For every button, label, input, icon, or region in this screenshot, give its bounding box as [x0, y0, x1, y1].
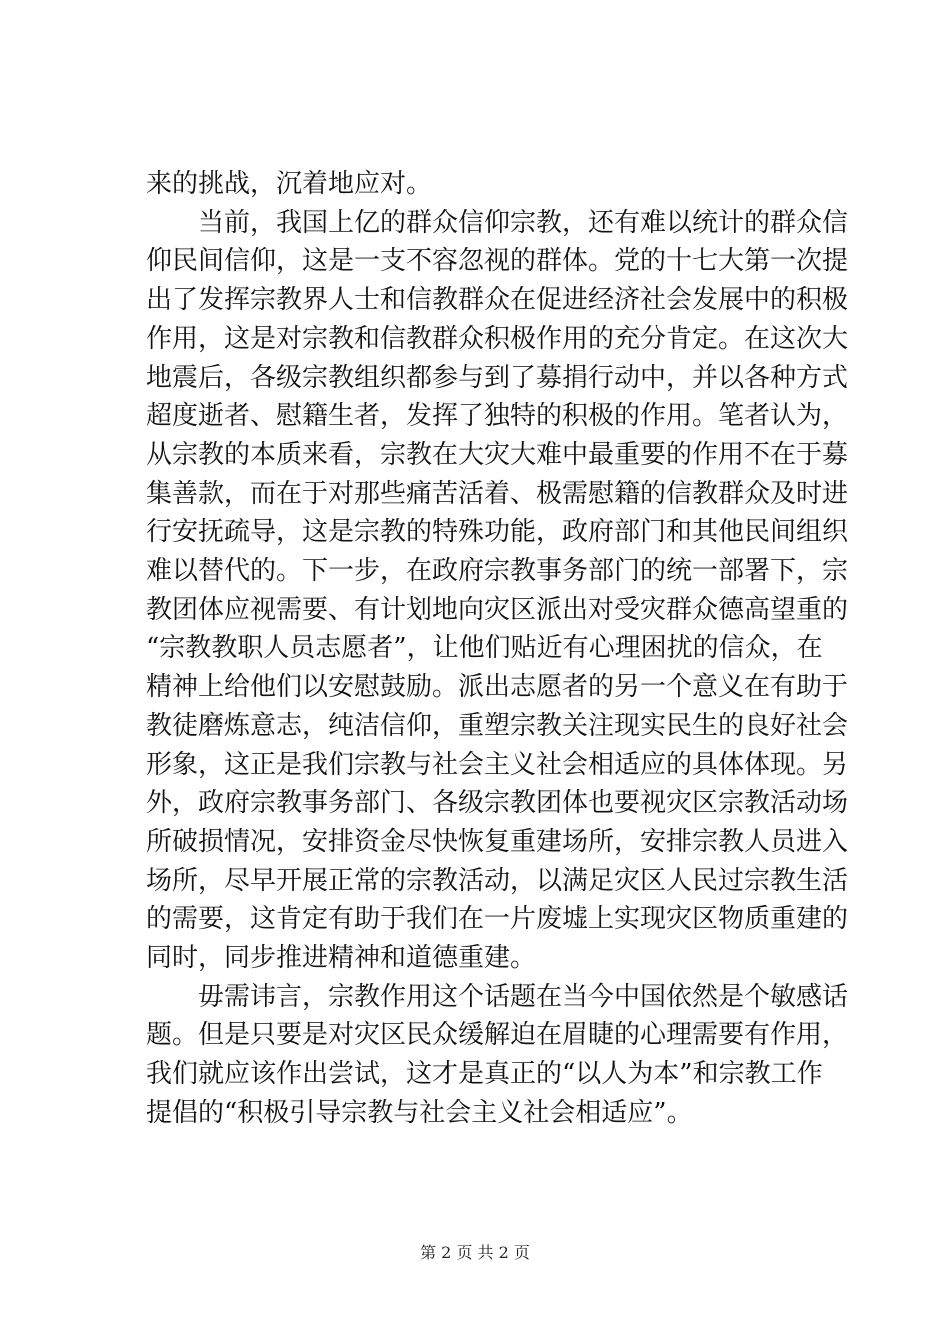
paragraph-line: 题。但是只要是对灾区民众缓解迫在眉睫的心理需要有作用，	[146, 1020, 849, 1051]
paragraph-line: 教团体应视需要、有计划地向灾区派出对受灾群众德高望重的	[146, 594, 849, 625]
paragraph-line: 场所，尽早开展正常的宗教活动，以满足灾区人民过宗教生活	[146, 865, 849, 896]
paragraph-line: 毋需讳言，宗教作用这个话题在当今中国依然是个敏感话	[198, 981, 849, 1012]
paragraph-line: 教徒磨炼意志，纯洁信仰，重塑宗教关注现实民生的良好社会	[146, 710, 849, 741]
paragraph-line: 集善款，而在于对那些痛苦活着、极需慰籍的信教群众及时进	[146, 478, 849, 509]
paragraph-line: 来的挑战，沉着地应对。	[146, 169, 433, 199]
document-body	[146, 165, 849, 1133]
paragraph-line: 同时，同步推进精神和道德重建。	[146, 943, 537, 974]
paragraph-line: “宗教教职人员志愿者”，让他们贴近有心理困扰的信众，在	[146, 633, 823, 664]
paragraph	[146, 165, 811, 204]
paragraph-line: 行安抚疏导，这是宗教的特殊功能，政府部门和其他民间组织	[146, 517, 849, 548]
paragraph-line: 提倡的“积极引导宗教与社会主义社会相适应”。	[146, 1097, 693, 1128]
paragraph-line: 当前，我国上亿的群众信仰宗教，还有难以统计的群众信	[198, 207, 849, 238]
paragraph-line: 外，政府宗教事务部门、各级宗教团体也要视灾区宗教活动场	[146, 788, 849, 819]
paragraph-line: 从宗教的本质来看，宗教在大灾大难中最重要的作用不在于募	[146, 439, 849, 470]
paragraph-line: 仰民间信仰，这是一支不容忽视的群体。党的十七大第一次提	[146, 246, 849, 277]
paragraph-line: 我们就应该作出尝试，这才是真正的“以人为本”和宗教工作	[146, 1059, 823, 1090]
paragraph-line: 超度逝者、慰籍生者，发挥了独特的积极的作用。笔者认为，	[146, 401, 849, 432]
paragraph-line: 难以替代的。下一步，在政府宗教事务部门的统一部署下，宗	[146, 556, 849, 587]
page-footer	[0, 1243, 950, 1263]
paragraph-line: 所破损情况，安排资金尽快恢复重建场所，安排宗教人员进入	[146, 826, 849, 857]
paragraph-line: 精神上给他们以安慰鼓励。派出志愿者的另一个意义在有助于	[146, 672, 849, 703]
paragraph-line: 出了发挥宗教界人士和信教群众在促进经济社会发展中的积极	[146, 285, 849, 316]
paragraph	[146, 204, 849, 978]
page-number-label: 第 2 页 共 2 页	[420, 1243, 530, 1262]
paragraph-line: 的需要，这肯定有助于我们在一片废墟上实现灾区物质重建的	[146, 904, 849, 935]
paragraph	[146, 978, 849, 1133]
paragraph-line: 地震后，各级宗教组织都参与到了募捐行动中，并以各种方式	[146, 362, 849, 393]
paragraph-line: 作用，这是对宗教和信教群众积极作用的充分肯定。在这次大	[146, 323, 849, 354]
paragraph-line: 形象，这正是我们宗教与社会主义社会相适应的具体体现。另	[146, 749, 849, 780]
